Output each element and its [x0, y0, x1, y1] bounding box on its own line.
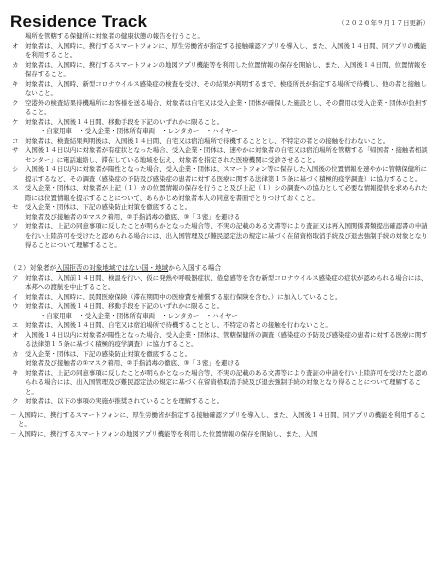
item-text: 対象者は、以下の事項の実施が推奨されていることを理解すること。: [25, 397, 224, 405]
item-marker: シ: [12, 165, 19, 173]
item-text: 対象者は、入国前１４日間、検温を行い、仮に発熱や呼吸器症状、倦怠感等を含む新型コロナウイルス感染症の症状が認められる場合には、本邦への渡航を中止すること。: [25, 273, 428, 291]
section-prefix: （２）対象者が: [10, 263, 57, 272]
list-item: [10, 293, 429, 303]
item-marker: ス: [12, 184, 19, 192]
item-text: 空港外の検査結果待機場所にお客様を送る場合、対象者は自宅又は受入企業・団体が確保した施設とし、その費用は受入企業・団体が負担すること。: [25, 98, 428, 116]
requirements-list-3: [10, 222, 429, 251]
page-title: Residence Track: [10, 12, 148, 31]
item-text: 対象者は、入国時に、民間医療保険（滞在期間中の医療費を補償する旅行保険を含む。）に加入していること。: [25, 292, 342, 301]
item-marker: キ: [12, 79, 19, 88]
item-text: 対象者は、入国時に、携行するスマートフォンの地図アプリ機能等を利用した位置情報の保存を開始し、また、入国後１４日間、位置情報を保存すること。: [25, 60, 427, 78]
item-text: 入国時に、携行するスマートフォンの地図アプリ機能等を利用した位置情報の保存を開始し、また、入国: [18, 429, 318, 438]
bullet-marker: －: [10, 429, 17, 438]
item-text: 入国後１４日以内に対象者が有症状となった場合、受入企業・団体は、速やかに対象者の自宅又は宿泊場所を管轄する「帰国者・接触者相談センター」に電話連絡し、滞在している地域を伝え、対象者を指定された医療機関に受診させること。: [25, 146, 428, 164]
transport-options-2: ・自家用車 ・受入企業・団体所有車両 ・レンタカー ・ハイヤー: [40, 311, 238, 320]
item-text: 対象者は、入国後１４日間、移動手段を下記のいずれかに限ること。: [25, 117, 224, 126]
recommended-list: [10, 411, 429, 440]
item-marker: コ: [12, 136, 19, 145]
item-text: 対象者は、入国後１４日間、移動手段を下記のいずれかに限ること。: [25, 302, 224, 310]
list-item: [10, 137, 429, 147]
list-item: [10, 222, 429, 251]
update-date: （２０２０年９月１７日更新）: [338, 19, 429, 27]
item-text: 受入企業・団体は、対象者が上記（１）カの位置情報の保存を行うこと及び上記（１）シの調査への協力として必要な情報提供を求められた際には位置情報を提示することについて、あらかじめ対象者本人の同意を書面でとりつけておくこと。: [25, 184, 428, 202]
list-item: [10, 302, 429, 312]
requirements-list-4: [10, 274, 429, 312]
item-text: 対象者は、検査結果判明後は、入国後１４日間、自宅又は宿泊場所で待機することとし、不特定の者との接触を行わないこと。: [25, 136, 390, 145]
list-item: [10, 146, 429, 165]
item-marker: キ: [12, 368, 19, 377]
section-underlined: 入国拒否の対象地域ではない国・地域: [56, 263, 169, 272]
list-item: [10, 99, 429, 118]
item-marker: オ: [12, 330, 19, 339]
list-item: [10, 430, 429, 440]
list-item: [10, 184, 429, 203]
item-marker: ケ: [12, 117, 19, 126]
item-text: 受入企業・団体は、下記の感染防止対策を徹底すること。: [25, 349, 192, 358]
section-suffix: から入国する場合: [168, 263, 221, 272]
continuation-text: 場所を管轄する保健所に対象者の健康状態の報告を行うこと。: [25, 32, 204, 40]
item-marker: ク: [12, 98, 19, 107]
requirements-list-5: [10, 321, 429, 359]
item-marker: オ: [12, 41, 19, 50]
section-heading: [10, 263, 429, 273]
list-item: [10, 42, 429, 61]
item-marker: ウ: [12, 302, 19, 310]
transport-options: ・自家用車 ・受入企業・団体所有車両 ・レンタカー ・ハイヤー: [40, 127, 238, 135]
item-text: 対象者は、入国後１４日間、自宅又は宿泊場所で待機することとし、不特定の者との接触を行わないこと。: [25, 321, 332, 329]
list-item: [10, 274, 429, 293]
list-item: [10, 369, 429, 398]
item-marker: セ: [12, 203, 19, 211]
item-text: 対象者は、上記の同意事項に反したことが明らかとなった場合等、不実の記載のある文書等により査証又は再入国関係書類提出確認書の申請を行い上陸許可を受けたと認められる場合には、出入国管理及び難民認定法の規定に基づく在留資格取消手続及び退去強制手続の対象となり得ることについて理解すること。: [25, 222, 428, 249]
requirements-list-2: [10, 137, 429, 213]
item-text: 入国時に、携行するスマートフォンに、厚生労働省が指定する接触確認アプリを導入し、また、入国後１４日間、同アプリの機能を利用すること。: [18, 410, 426, 428]
infection-measures-2: 対象者及び接触者の①マスク着用、②手指消毒の徹底、③「３密」を避ける: [25, 359, 241, 367]
item-text: 入国後１４日以内に対象者が陽性となった場合、受入企業・団体は、管轄保健所の調査（感染症の予防及び感染症の患者に対する医療に関する法律第１５条に基づく積極的疫学調査）に協力すること。: [25, 330, 428, 348]
item-marker: ア: [12, 273, 19, 282]
item-marker: カ: [12, 349, 19, 358]
item-text: 対象者は、入国時、新型コロナウイルス感染症の検査を受け、その結果が判明するまで、検疫所長が指定する場所で待機し、他の者と接触しないこと。: [25, 79, 427, 97]
list-item: [10, 118, 429, 128]
item-text: 受入企業・団体は、下記の感染防止対策を徹底すること。: [25, 203, 192, 211]
item-marker: エ: [12, 321, 19, 329]
bullet-marker: －: [10, 410, 17, 419]
list-item: [10, 411, 429, 430]
list-item: [10, 397, 429, 407]
item-marker: カ: [12, 60, 19, 69]
item-marker: イ: [12, 292, 19, 301]
list-item: [10, 321, 429, 331]
list-item: [10, 331, 429, 350]
list-item: [10, 80, 429, 99]
item-text: 入国後１４日以内に対象者が陽性となった場合、受入企業・団体は、スマートフォン等に保存した入国後の位置情報を速やかに管轄保健所に提示するなど、その調査（感染症の予防及び感染症の患者に対する医療に関する法律第１５条に基づく積極的疫学調査）に協力すること。: [25, 165, 427, 183]
item-text: 対象者は、上記の同意事項に反したことが明らかとなった場合等、不実の記載のある文書等により査証の申請を行い上陸許可を受けたと認められる場合には、出入国管理及び難民認定法の規定に基づく在留資格取消手続及び退去強制手続の対象となり得ることについて理解すること。: [25, 368, 428, 396]
list-item: [10, 165, 429, 184]
item-marker: ソ: [12, 222, 19, 230]
list-item: [10, 61, 429, 80]
item-text: 対象者は、入国時に、携行するスマートフォンに、厚生労働省が指定する接触確認アプリを導入し、また、入国後１４日間、同アプリの機能を利用すること。: [25, 41, 427, 59]
requirements-list-6: [10, 369, 429, 407]
requirements-list-1: [10, 42, 429, 128]
item-marker: ク: [12, 397, 19, 405]
list-item: [10, 350, 429, 360]
item-marker: サ: [12, 146, 19, 154]
infection-measures: 対象者及び接触者の①マスク着用、②手指消毒の徹底、③「３密」を避ける: [25, 212, 241, 221]
page-header: [10, 6, 429, 32]
list-item: [10, 203, 429, 213]
